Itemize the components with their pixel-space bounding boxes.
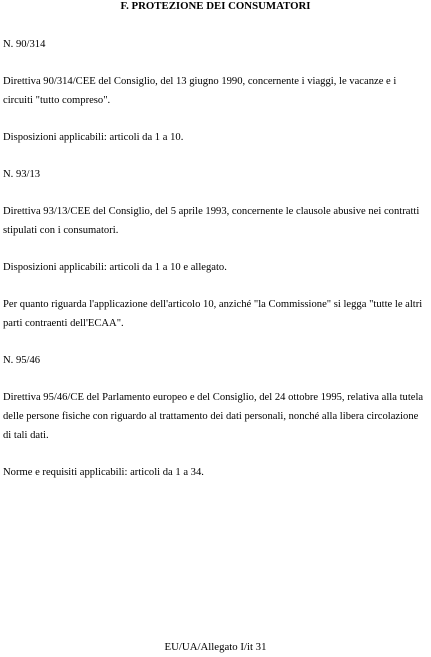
document-body <box>3 35 428 500</box>
page-title: F. PROTEZIONE DEI CONSUMATORI <box>120 0 311 12</box>
section-number: N. 90/314 <box>3 39 46 50</box>
section-number: N. 95/46 <box>3 355 41 366</box>
section-provisions: Disposizioni applicabili: articoli da 1 a 10. <box>3 132 184 143</box>
section-description: Direttiva 93/13/CEE del Consiglio, del 5 aprile 1993, concernente le clausole abusive nei contratti stipulati con i consumatori. <box>3 206 420 236</box>
section-provisions: Norme e requisiti applicabili: articoli da 1 a 34. <box>3 467 204 478</box>
section-description: Direttiva 95/46/CE del Parlamento europeo e del Consiglio, del 24 ottobre 1995, relativa alla tutela delle persone fisiche con riguardo al trattamento dei dati personali, nonché alla libera circolazione di tali dati. <box>3 392 424 441</box>
page-footer: EU/UA/Allegato I/it 31 <box>164 641 267 653</box>
section-note: Per quanto riguarda l'applicazione dell'articolo 10, anziché "la Commissione" si legga "tutte le altri parti contraenti dell'ECAA". <box>3 299 423 329</box>
section-number: N. 93/13 <box>3 169 41 180</box>
section-description: Direttiva 90/314/CEE del Consiglio, del 13 giugno 1990, concernente i viaggi, le vacanze e i circuiti "tutto compreso". <box>3 76 397 106</box>
section-provisions: Disposizioni applicabili: articoli da 1 a 10 e allegato. <box>3 262 227 273</box>
